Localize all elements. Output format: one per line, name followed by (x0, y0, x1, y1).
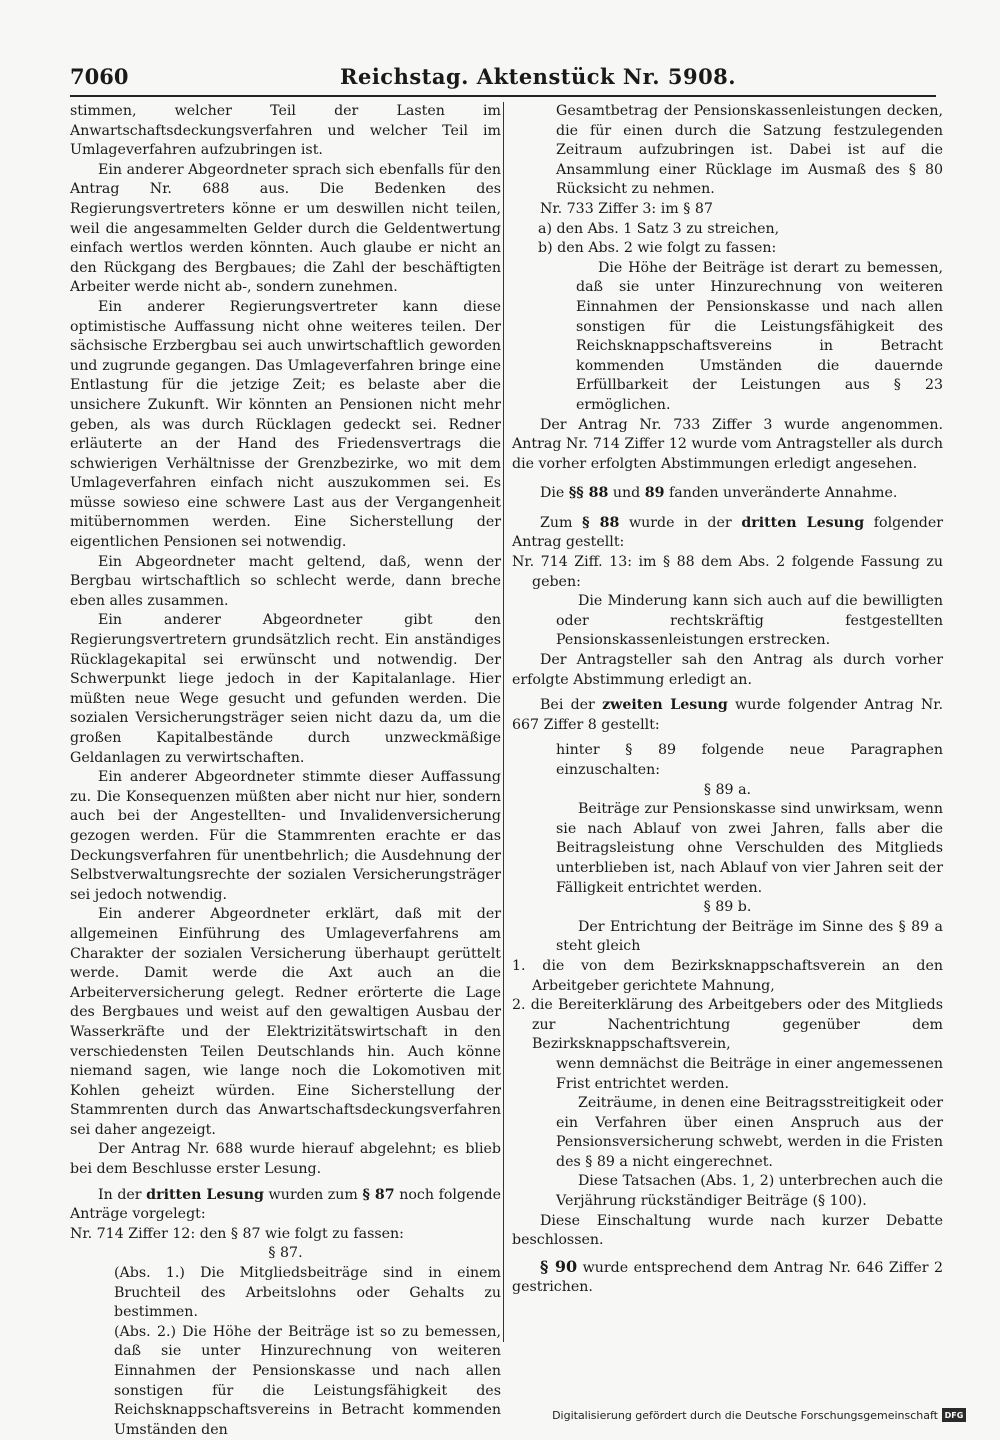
quoted-paragraph: wenn demnächst die Beiträge in einer angemessenen Frist entrichtet werden. (556, 1055, 943, 1092)
quoted-paragraph: Der Entrichtung der Beiträge im Sinne des § 89 a steht gleich (556, 918, 943, 955)
quoted-paragraph: Gesamtbetrag der Pensionskassenleistungen decken, die für einen durch die Satzung festzulegenden Zeitraum aufzubringen ist. Dabei ist auf die Ansammlung einer Rücklage im Ausmaß des § 80 Rücksicht zu nehmen. (556, 103, 943, 198)
paragraph: stimmen, welcher Teil der Lasten im Anwartschaftsdeckungsverfahren und welcher Teil im Umlageverfahren aufzubringen ist. (70, 103, 501, 159)
page-header (70, 64, 936, 94)
quoted-paragraph: (Abs. 1.) Die Mitgliedsbeiträge sind in einem Bruchteil des Arbeitslohns oder Gehalts zu bestimmen. (114, 1265, 501, 1321)
paragraph: Ein anderer Abgeordneter erklärt, daß mit der allgemeinen Einführung des Umlageverfahrens am Charakter der sozialen Versicherung überhaupt gerüttelt werde. Damit werde die Axt auch an die Arbeiterversicherung gelegt. Redner erörterte die Lage des Bergbaues und weist auf den gewaltigen Ausbau der Wasserkräfte und der Elektrizitätswirtschaft in den verschiedensten Teilen Deutschlands hin. Auch könne niemand sagen, wie lange noch die Lokomotiven mit Kohlen geheizt würden. Eine Sicherstellung der Stammrenten durch das Anwartschaftsdeckungsverfahren sei daher angezeigt. (70, 906, 501, 1138)
paragraph: Zum § 88 wurde in der dritten Lesung folgender Antrag gestellt: (512, 514, 944, 551)
list-item: a) den Abs. 1 Satz 3 zu streichen, (538, 220, 780, 237)
motion-line: Nr. 714 Ziff. 13: im § 88 dem Abs. 2 folgende Fassung zu geben: (512, 554, 943, 590)
quoted-paragraph: Die Minderung kann sich auch auf die bewilligten oder rechtskräftig festgestellten Pensionskassenleistungen erstrecken. (556, 593, 943, 649)
quoted-paragraph: Beiträge zur Pensionskasse sind unwirksam, wenn sie nach Ablauf von zwei Jahren, falls aber die Beitragsleistung ohne Verschulden des Mitglieds unterblieben ist, nach Ablauf von vier Jahren seit der Fälligkeit entrichtet werden. (556, 801, 943, 896)
paragraph: Ein anderer Abgeordneter sprach sich ebenfalls für den Antrag Nr. 688 aus. Die Bedenken des Regierungsvertreters könne er um deswillen nicht teilen, weil die angesammelten Gelder durch die Geldentwertung einfach wertlos werden könnten. Auch glaube er nicht an den Rückgang des Bergbaues; die Zahl der beschäftigten Arbeiter werde nicht ab-, sondern zunehmen. (70, 161, 501, 296)
quoted-paragraph: (Abs. 2.) Die Höhe der Beiträge ist so zu bemessen, daß sie unter Hinzurechnung von weiteren Einnahmen der Pensionskasse und nach allen sonstigen für die Leistungsfähigkeit des Reichsknappschaftsvereins in Betracht kommenden Umständen den (114, 1323, 501, 1438)
running-title: Reichstag. Aktenstück Nr. 5908. (340, 64, 737, 89)
section-heading: § 89 a. (703, 781, 752, 798)
list-item: 2. die Bereiterklärung des Arbeitgebers oder des Mitglieds zur Nachentrichtung gegenüber dem Bezirksknappschaftsverein, (512, 997, 943, 1053)
column-divider (503, 102, 504, 1342)
paragraph: Der Antrag Nr. 733 Ziffer 3 wurde angenommen. Antrag Nr. 714 Ziffer 12 wurde vom Antragsteller als durch die vorher erfolgten Abstimmungen erledigt angesehen. (512, 416, 943, 472)
header-rule (70, 95, 936, 97)
paragraph: Der Antrag Nr. 688 wurde hierauf abgelehnt; es blieb bei dem Beschlusse erster Lesung. (70, 1141, 501, 1178)
page-number: 7060 (70, 64, 129, 89)
paragraph: Diese Einschaltung wurde nach kurzer Debatte beschlossen. (512, 1212, 943, 1249)
motion-line: Nr. 714 Ziffer 12: den § 87 wie folgt zu fassen: (70, 1225, 404, 1242)
quoted-paragraph: Die Höhe der Beiträge ist derart zu bemessen, daß sie unter Hinzurechnung von weiteren Einnahmen der Pensionskasse und nach allen sonstigen für die Leistungsfähigkeit des Reichsknappschaftsvereins in Betracht kommenden Umständen die dauernde Erfüllbarkeit der Leistungen aus § 23 ermöglichen. (576, 259, 943, 413)
paragraph: Die §§ 88 und 89 fanden unveränderte Annahme. (540, 485, 898, 502)
left-column (70, 102, 501, 1440)
paragraph: Ein anderer Abgeordneter gibt den Regierungsvertretern grundsätzlich recht. Ein anständiges Rücklagekapital sei erwünscht und notwendig. Der Schwerpunkt liege jedoch in der Kapitalanlage. Hier müßten neue Wege gesucht und gefunden werden. Die sozialen Versicherungsträger seien nicht dazu da, um die großen Kapitalbestände durch unzweckmäßige Geldanlagen zu verwirtschaften. (70, 612, 501, 766)
quoted-paragraph: Diese Tatsachen (Abs. 1, 2) unterbrechen auch die Verjährung rückständiger Beiträge (§ 100). (556, 1173, 943, 1210)
paragraph: Ein Abgeordneter macht geltend, daß, wenn der Bergbau wirtschaftlich so schlecht werde, dann breche eben alles zusammen. (70, 553, 501, 609)
dfg-logo-icon: DFG (942, 1408, 966, 1422)
paragraph: § 90 wurde entsprechend dem Antrag Nr. 646 Ziffer 2 gestrichen. (512, 1256, 944, 1296)
paragraph: Der Antragsteller sah den Antrag als durch vorher erfolgte Abstimmung erledigt an. (512, 652, 943, 688)
paragraph: In der dritten Lesung wurden zum § 87 noch folgende Anträge vorgelegt: (70, 1186, 502, 1223)
paragraph: Ein anderer Regierungsvertreter kann diese optimistische Auffassung nicht ohne weiteres teilen. Der sächsische Erzbergbau sei auch unwirtschaftlich geworden und zugrunde gegangen. Das Umlageverfahren bringe eine Entlastung für die jetzige Zeit; es belaste aber die unsichere Zukunft. Wir könnten an Pensionen nicht mehr geben, als was durch Rücklagen gedeckt sei. Redner erläuterte an der Hand des Friedensvertrags die schwierigen Verhältnisse der Grenzbezirke, wo mit dem Umlageverfahren einfach nicht auszukommen sei. Es müsse sowieso eine schwere Last aus der Vergangenheit mitübernommen werden. Eine Sicherstellung der eigentlichen Pensionen sei notwendig. (70, 298, 501, 551)
quoted-paragraph: Zeiträume, in denen eine Beitragsstreitigkeit oder ein Verfahren über einen Anspruch aus der Pensionsversicherung schwebt, werden in die Fristen des § 89 a nicht eingerechnet. (556, 1095, 943, 1170)
list-item: 1. die von dem Bezirksknappschaftsverein an den Arbeitgeber gerichtete Mahnung, (512, 957, 943, 994)
motion-line: Nr. 733 Ziffer 3: im § 87 (540, 200, 713, 217)
section-heading: § 89 b. (703, 899, 752, 916)
paragraph: Ein anderer Abgeordneter stimmte dieser Auffassung zu. Die Konsequenzen müßten aber nicht nur hier, sondern auch bei der Angestellten- und Invalidenversicherung gezogen werden. Für die Stammrenten erachte er das Deckungsverfahren für unentbehrlich; die Ausdehnung der Selbstverwaltungsrechte der sozialen Versicherungsträger sei jedoch notwendig. (70, 769, 501, 903)
footer-text: Digitalisierung gefördert durch die Deutsche Forschungsgemeinschaft (552, 1408, 938, 1422)
section-heading: § 87. (268, 1245, 303, 1262)
right-column (512, 102, 943, 1298)
paragraph: Bei der zweiten Lesung wurde folgender Antrag Nr. 667 Ziffer 8 gestellt: (512, 697, 944, 733)
quoted-paragraph: hinter § 89 folgende neue Paragraphen einzuschalten: (556, 742, 943, 778)
list-item: b) den Abs. 2 wie folgt zu fassen: (538, 240, 777, 257)
footer-credit (552, 1408, 966, 1422)
